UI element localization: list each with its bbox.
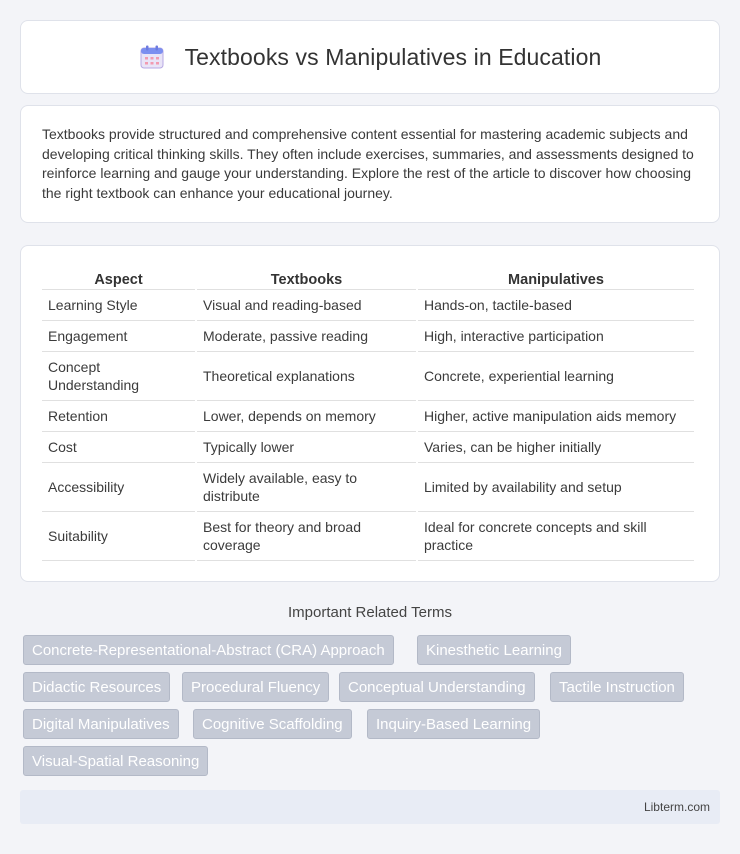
table-row	[42, 352, 694, 401]
table-cell: Ideal for concrete concepts and skill practice	[418, 512, 694, 561]
intro-card	[20, 105, 720, 223]
related-term-tag[interactable]: Conceptual Understanding	[339, 672, 535, 702]
related-term-tag[interactable]: Concrete-Representational-Abstract (CRA) Approach	[23, 635, 394, 665]
table-row	[42, 432, 694, 463]
page-title: Textbooks vs Manipulatives in Education	[184, 43, 602, 70]
table-cell: Lower, depends on memory	[197, 401, 416, 432]
comparison-table	[40, 266, 696, 561]
table-row	[42, 463, 694, 512]
table-cell: Typically lower	[197, 432, 416, 463]
table-cell: Cost	[42, 432, 195, 463]
table-cell: Suitability	[42, 512, 195, 561]
table-cell: Best for theory and broad coverage	[197, 512, 416, 561]
table-cell: Theoretical explanations	[197, 352, 416, 401]
table-cell: Widely available, easy to distribute	[197, 463, 416, 512]
related-term-tag[interactable]: Cognitive Scaffolding	[193, 709, 352, 739]
table-cell: Hands-on, tactile-based	[418, 290, 694, 321]
title-card	[20, 20, 720, 94]
table-cell: Accessibility	[42, 463, 195, 512]
footer	[20, 790, 720, 824]
related-term-tag[interactable]: Tactile Instruction	[550, 672, 684, 702]
table-cell: Visual and reading-based	[197, 290, 416, 321]
table-cell: Concrete, experiential learning	[418, 352, 694, 401]
table-cell: Limited by availability and setup	[418, 463, 694, 512]
related-term-tag[interactable]: Visual-Spatial Reasoning	[23, 746, 208, 776]
related-term-tag[interactable]: Procedural Fluency	[182, 672, 329, 702]
table-row	[42, 290, 694, 321]
table-header-row	[42, 266, 694, 290]
calendar-icon	[139, 44, 165, 70]
related-term-tag[interactable]: Digital Manipulatives	[23, 709, 179, 739]
table-cell: Engagement	[42, 321, 195, 352]
intro-text: Textbooks provide structured and comprehensive content essential for mastering academic subjects and developing critical thinking skills. They often include exercises, summaries, and assessments designed to reinforce learning and gauge your understanding. Explore the rest of the article to discover how choosing the right textbook can enhance your educational journey.	[42, 126, 694, 201]
footer-site-link[interactable]: Libterm.com	[643, 800, 710, 814]
table-row	[42, 321, 694, 352]
table-cell: Retention	[42, 401, 195, 432]
table-cell: Moderate, passive reading	[197, 321, 416, 352]
related-terms-title: Important Related Terms	[288, 604, 452, 621]
table-cell: Varies, can be higher initially	[418, 432, 694, 463]
column-header-textbooks: Textbooks	[197, 266, 416, 290]
table-cell: Higher, active manipulation aids memory	[418, 401, 694, 432]
column-header-aspect: Aspect	[42, 266, 195, 290]
table-row	[42, 512, 694, 561]
related-term-tag[interactable]: Didactic Resources	[23, 672, 170, 702]
table-cell: Learning Style	[42, 290, 195, 321]
related-term-tag[interactable]: Kinesthetic Learning	[417, 635, 571, 665]
column-header-manipulatives: Manipulatives	[418, 266, 694, 290]
table-row	[42, 401, 694, 432]
comparison-table-card	[20, 245, 720, 582]
table-cell: Concept Understanding	[42, 352, 195, 401]
table-cell: High, interactive participation	[418, 321, 694, 352]
related-term-tag[interactable]: Inquiry-Based Learning	[367, 709, 540, 739]
